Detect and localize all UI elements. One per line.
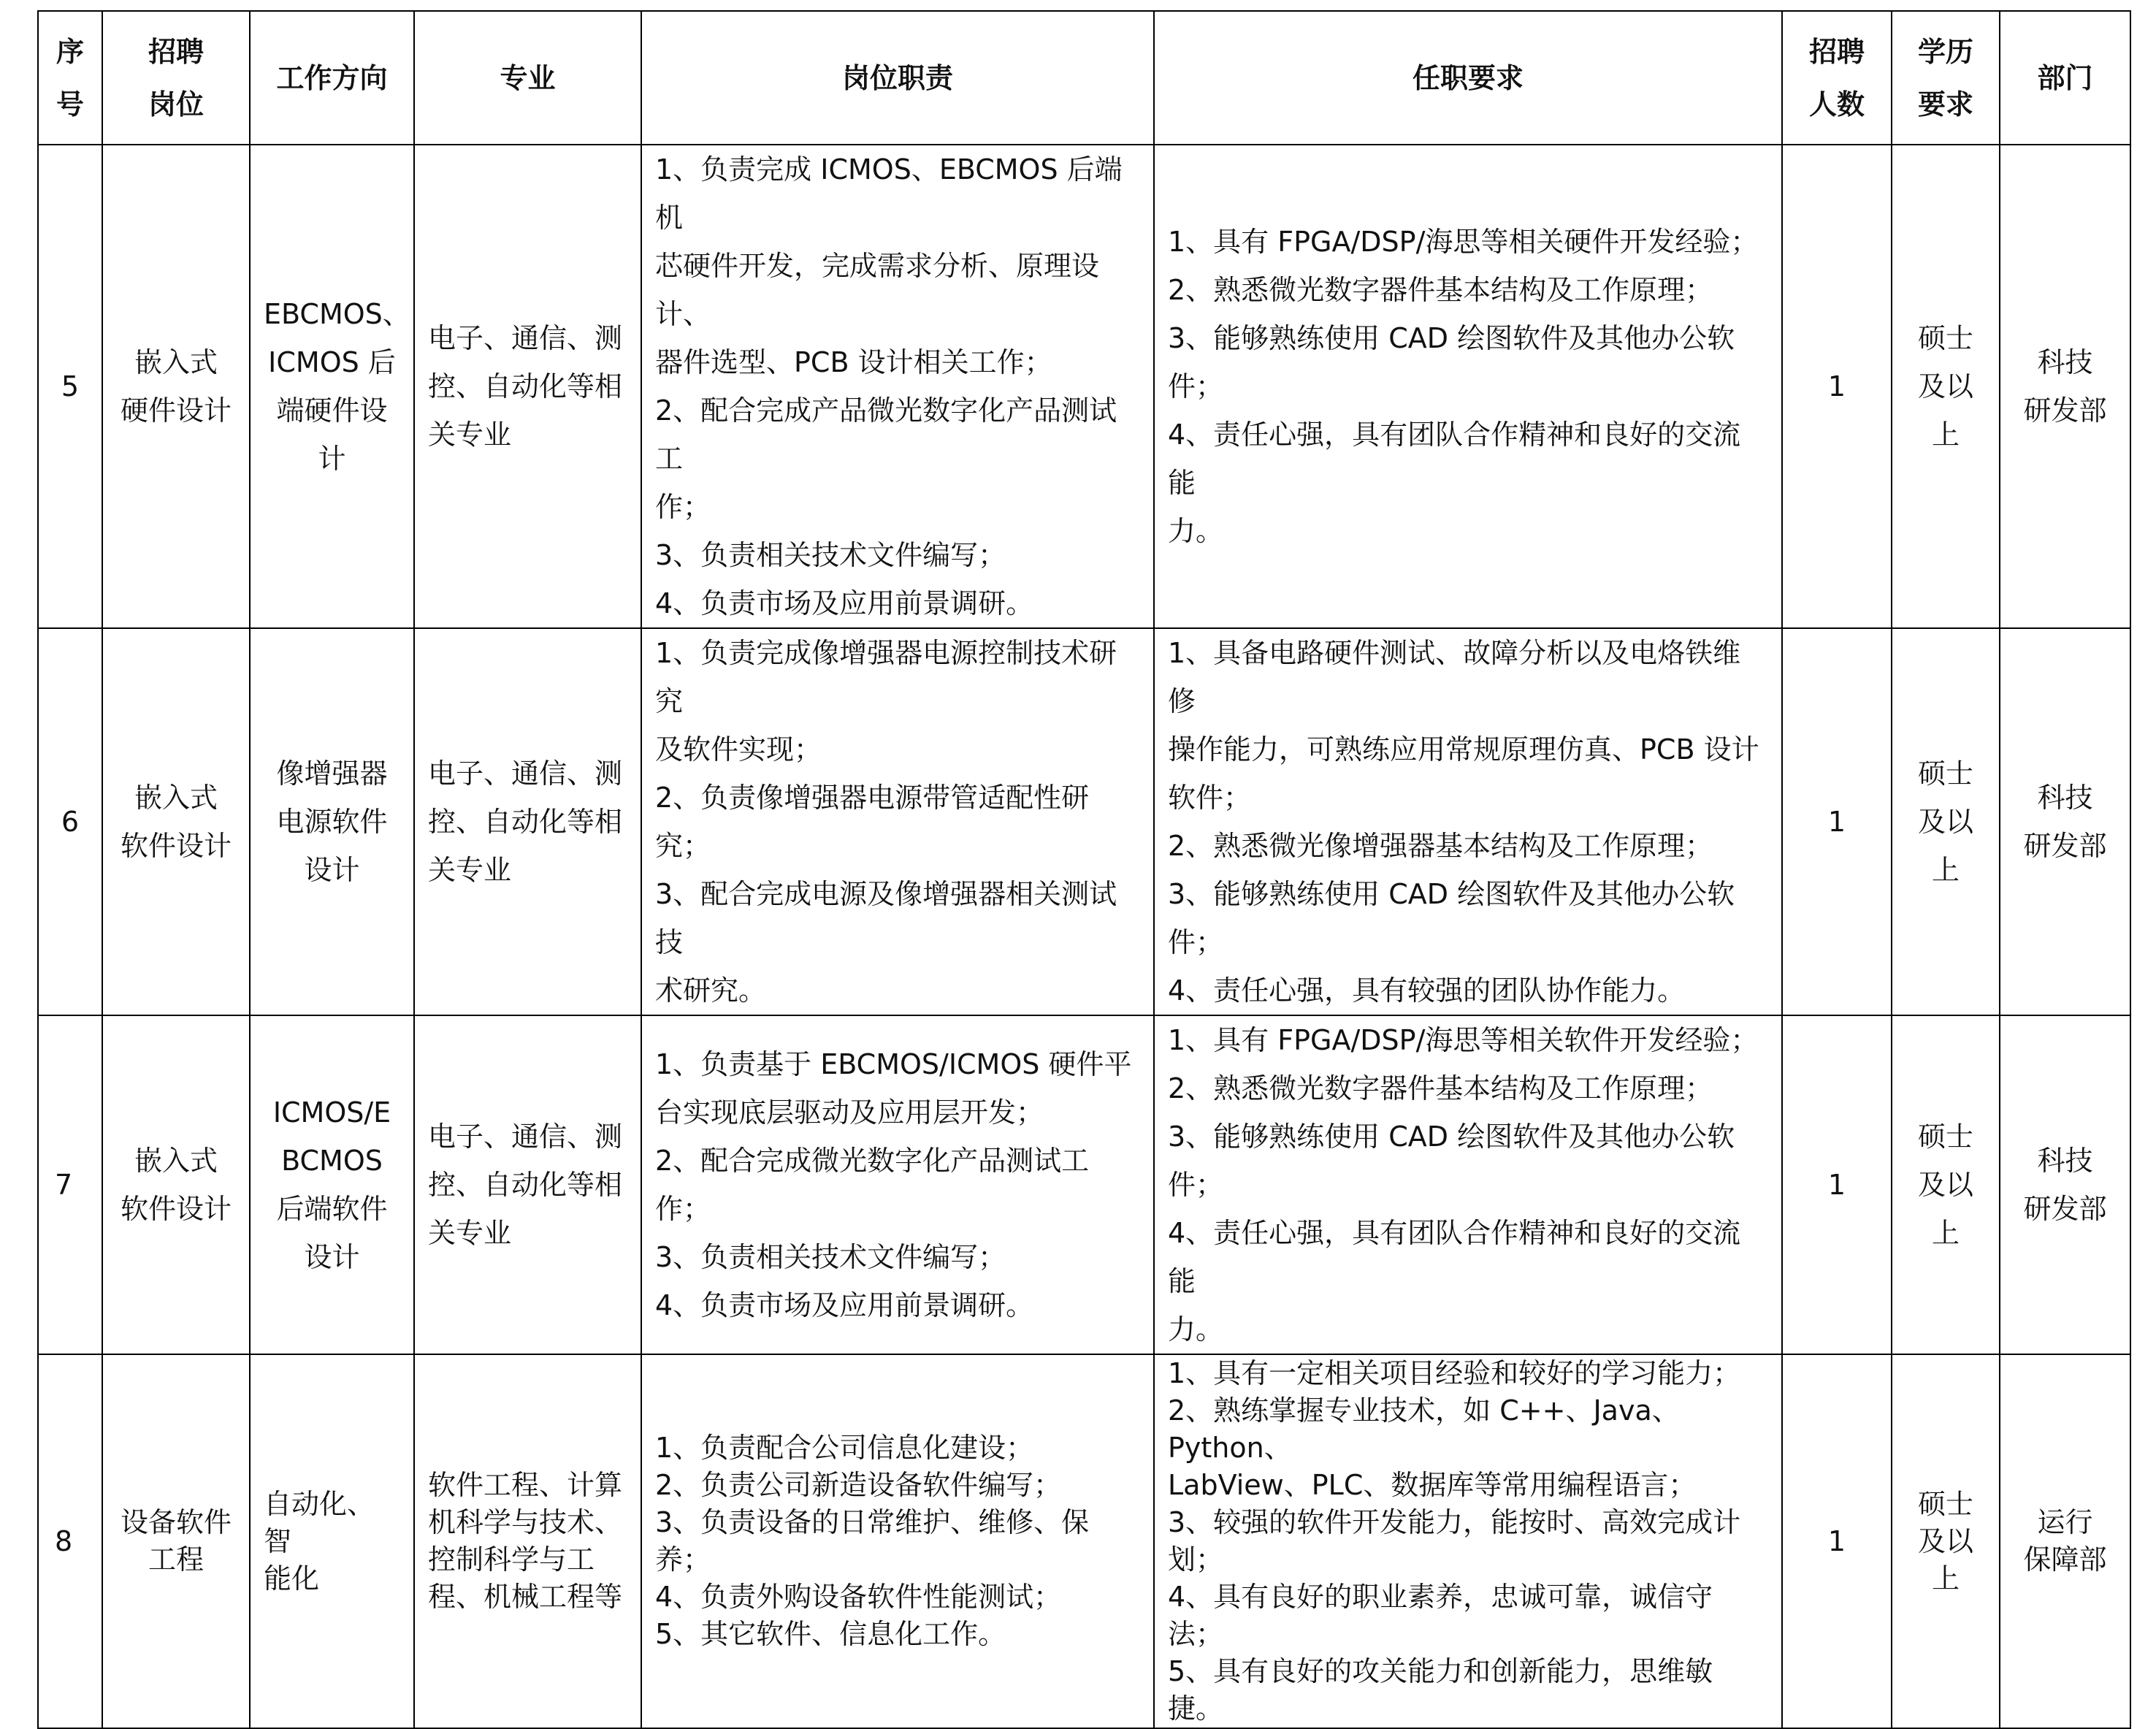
cell-line: 3、负责设备的日常维护、维修、保养；	[655, 1506, 1090, 1576]
cell-line: 操作能力，可熟练应用常规原理仿真、PCB 设计	[1168, 733, 1759, 766]
header-department: 部门	[2000, 11, 2130, 145]
cell-line: 电源软件	[276, 806, 388, 838]
table-row	[38, 628, 2130, 1015]
cell-requirements	[1154, 628, 1782, 1015]
cell-line: 2、配合完成产品微光数字化产品测试工	[655, 394, 1117, 475]
cell-line: 1、负责完成 ICMOS、EBCMOS 后端机	[655, 153, 1123, 234]
cell-line: 2、熟练掌握专业技术，如 C++、Java、Python、	[1168, 1394, 1680, 1464]
cell-line: 2、负责公司新造设备软件编写；	[655, 1469, 1062, 1501]
recruitment-table	[37, 10, 2131, 1729]
header-text: 学历	[1917, 35, 1973, 68]
cell-line: 程、机械工程等	[428, 1581, 623, 1613]
cell-duties	[641, 1015, 1154, 1354]
cell-line: 2、熟悉微光数字器件基本结构及工作原理；	[1168, 274, 1713, 306]
cell-line: 3、负责相关技术文件编写；	[655, 539, 1006, 571]
cell-education	[1892, 1015, 2000, 1354]
cell-line: 1、负责基于 EBCMOS/ICMOS 硬件平	[655, 1048, 1132, 1080]
cell-line: EBCMOS、	[264, 298, 410, 330]
cell-line: 运行	[2037, 1506, 2093, 1538]
cell-line: 及以	[1917, 806, 1973, 838]
cell-line: 控、自动化等相	[428, 1169, 623, 1201]
header-position	[102, 11, 250, 145]
header-requirements: 任职要求	[1154, 11, 1782, 145]
cell-line: 电子、通信、测	[428, 1121, 623, 1153]
cell-direction	[250, 145, 414, 628]
cell-line: 4、具有良好的职业素养，忠诚可靠，诚信守法；	[1168, 1581, 1713, 1650]
cell-line: 关专业	[428, 854, 512, 886]
table-row	[38, 1354, 2130, 1728]
cell-line: LabView、PLC、数据库等常用编程语言；	[1168, 1469, 1697, 1501]
cell-seq: 7	[38, 1015, 102, 1354]
cell-line: 科技	[2037, 346, 2093, 378]
cell-line: 设备软件	[120, 1506, 232, 1538]
cell-line: 关专业	[428, 419, 512, 451]
header-direction: 工作方向	[250, 11, 414, 145]
header-text: 号	[56, 88, 84, 121]
cell-line: 4、负责市场及应用前景调研。	[655, 1289, 1034, 1321]
cell-line: 软件工程、计算	[428, 1469, 623, 1501]
cell-line: 力。	[1168, 515, 1224, 547]
cell-line: 设计	[304, 854, 360, 886]
header-count	[1782, 11, 1892, 145]
header-row	[38, 11, 2130, 145]
cell-duties	[641, 628, 1154, 1015]
cell-line: 3、能够熟练使用 CAD 绘图软件及其他办公软件；	[1168, 322, 1735, 402]
cell-position	[102, 1015, 250, 1354]
cell-line: 4、责任心强，具有团队合作精神和良好的交流能	[1168, 419, 1741, 499]
cell-seq: 8	[38, 1354, 102, 1728]
cell-line: 机科学与技术、	[428, 1506, 623, 1538]
cell-line: 1、负责配合公司信息化建设；	[655, 1432, 1034, 1464]
cell-line: 4、责任心强，具有团队合作精神和良好的交流能	[1168, 1217, 1741, 1297]
cell-line: 上	[1931, 419, 1960, 451]
cell-line: 嵌入式	[134, 1145, 218, 1177]
header-text: 序	[56, 35, 84, 68]
header-text: 岗位	[148, 88, 204, 121]
cell-line: 3、能够熟练使用 CAD 绘图软件及其他办公软件；	[1168, 878, 1735, 958]
cell-major	[414, 628, 641, 1015]
cell-line: 自动化、智	[264, 1487, 375, 1557]
header-text: 招聘	[148, 35, 204, 68]
cell-line: 硕士	[1917, 1121, 1973, 1153]
cell-line: 能化	[264, 1562, 320, 1595]
header-text: 要求	[1917, 88, 1973, 121]
cell-line: ICMOS 后	[268, 346, 396, 378]
cell-requirements	[1154, 145, 1782, 628]
cell-major	[414, 1015, 641, 1354]
cell-line: 电子、通信、测	[428, 757, 623, 790]
header-text: 招聘	[1808, 35, 1865, 68]
cell-line: 3、较强的软件开发能力，能按时、高效完成计划；	[1168, 1506, 1741, 1576]
header-seq	[38, 11, 102, 145]
cell-direction	[250, 1015, 414, 1354]
cell-line: 软件设计	[120, 830, 232, 862]
cell-line: 像增强器	[276, 757, 388, 790]
cell-line: 3、配合完成电源及像增强器相关测试技	[655, 878, 1117, 958]
cell-line: 控、自动化等相	[428, 370, 623, 402]
cell-line: 硬件设计	[120, 394, 232, 427]
cell-duties	[641, 145, 1154, 628]
cell-count: 1	[1782, 1015, 1892, 1354]
cell-line: 软件设计	[120, 1193, 232, 1225]
cell-line: 3、负责相关技术文件编写；	[655, 1241, 1006, 1273]
cell-line: 端硬件设	[276, 394, 388, 427]
cell-line: 及以	[1917, 370, 1973, 402]
cell-line: 嵌入式	[134, 346, 218, 378]
cell-line: 硕士	[1917, 322, 1973, 354]
cell-requirements	[1154, 1354, 1782, 1728]
table-row	[38, 1015, 2130, 1354]
cell-duties	[641, 1354, 1154, 1728]
cell-line: 后端软件	[276, 1193, 388, 1225]
cell-line: 设计	[304, 1241, 360, 1273]
cell-line: 器件选型、PCB 设计相关工作；	[655, 346, 1052, 378]
cell-line: 4、负责外购设备软件性能测试；	[655, 1581, 1062, 1613]
cell-line: 计	[318, 443, 346, 475]
cell-position	[102, 1354, 250, 1728]
cell-line: 关专业	[428, 1217, 512, 1249]
cell-line: 软件；	[1168, 782, 1252, 814]
cell-line: 2、熟悉微光像增强器基本结构及工作原理；	[1168, 830, 1713, 862]
cell-line: 力。	[1168, 1313, 1224, 1346]
cell-line: 术研究。	[655, 974, 767, 1007]
cell-line: 及以	[1917, 1524, 1973, 1557]
cell-line: 3、能够熟练使用 CAD 绘图软件及其他办公软件；	[1168, 1121, 1735, 1201]
cell-line: 4、责任心强，具有较强的团队协作能力。	[1168, 974, 1686, 1007]
cell-requirements	[1154, 1015, 1782, 1354]
cell-line: 上	[1931, 854, 1960, 886]
cell-line: 研发部	[2023, 830, 2107, 862]
cell-line: 作；	[655, 491, 711, 523]
cell-line: 1、具有 FPGA/DSP/海思等相关软件开发经验；	[1168, 1024, 1759, 1056]
cell-count: 1	[1782, 145, 1892, 628]
cell-line: 科技	[2037, 782, 2093, 814]
cell-line: 5、具有良好的攻关能力和创新能力，思维敏捷。	[1168, 1655, 1713, 1725]
cell-seq: 6	[38, 628, 102, 1015]
cell-line: 芯硬件开发，完成需求分析、原理设计、	[655, 250, 1100, 330]
cell-line: 1、负责完成像增强器电源控制技术研究	[655, 637, 1117, 717]
cell-line: 控、自动化等相	[428, 806, 623, 838]
cell-line: 及以	[1917, 1169, 1973, 1201]
cell-line: 2、熟悉微光数字器件基本结构及工作原理；	[1168, 1072, 1713, 1104]
cell-line: 科技	[2037, 1145, 2093, 1177]
cell-position	[102, 628, 250, 1015]
cell-department	[2000, 145, 2130, 628]
cell-line: 研发部	[2023, 394, 2107, 427]
cell-line: 及软件实现；	[655, 733, 822, 766]
cell-line: 上	[1931, 1562, 1960, 1595]
cell-count: 1	[1782, 628, 1892, 1015]
cell-direction	[250, 628, 414, 1015]
cell-department	[2000, 1354, 2130, 1728]
cell-line: 硕士	[1917, 757, 1973, 790]
cell-major	[414, 1354, 641, 1728]
cell-line: 4、负责市场及应用前景调研。	[655, 587, 1034, 619]
cell-line: 研发部	[2023, 1193, 2107, 1225]
cell-line: 上	[1931, 1217, 1960, 1249]
cell-line: 5、其它软件、信息化工作。	[655, 1618, 1006, 1650]
cell-count: 1	[1782, 1354, 1892, 1728]
cell-education	[1892, 145, 2000, 628]
cell-line: BCMOS	[281, 1145, 383, 1177]
header-major: 专业	[414, 11, 641, 145]
cell-line: 2、负责像增强器电源带管适配性研究；	[655, 782, 1090, 862]
table-row	[38, 145, 2130, 628]
cell-line: ICMOS/E	[272, 1096, 391, 1129]
cell-line: 电子、通信、测	[428, 322, 623, 354]
header-text: 人数	[1808, 88, 1865, 121]
header-duties: 岗位职责	[641, 11, 1154, 145]
cell-seq: 5	[38, 145, 102, 628]
header-education	[1892, 11, 2000, 145]
cell-position	[102, 145, 250, 628]
cell-direction	[250, 1354, 414, 1728]
cell-education	[1892, 1354, 2000, 1728]
cell-line: 控制科学与工	[428, 1543, 595, 1576]
cell-line: 1、具有一定相关项目经验和较好的学习能力；	[1168, 1357, 1741, 1389]
cell-department	[2000, 628, 2130, 1015]
cell-line: 台实现底层驱动及应用层开发；	[655, 1096, 1044, 1129]
cell-education	[1892, 628, 2000, 1015]
cell-line: 1、具备电路硬件测试、故障分析以及电烙铁维修	[1168, 637, 1741, 717]
cell-major	[414, 145, 641, 628]
cell-line: 工程	[148, 1543, 204, 1576]
cell-department	[2000, 1015, 2130, 1354]
cell-line: 嵌入式	[134, 782, 218, 814]
cell-line: 2、配合完成微光数字化产品测试工作；	[655, 1145, 1090, 1225]
cell-line: 保障部	[2023, 1543, 2107, 1576]
recruitment-table-sheet	[37, 10, 2130, 1725]
cell-line: 1、具有 FPGA/DSP/海思等相关硬件开发经验；	[1168, 226, 1759, 258]
cell-line: 硕士	[1917, 1487, 1973, 1520]
